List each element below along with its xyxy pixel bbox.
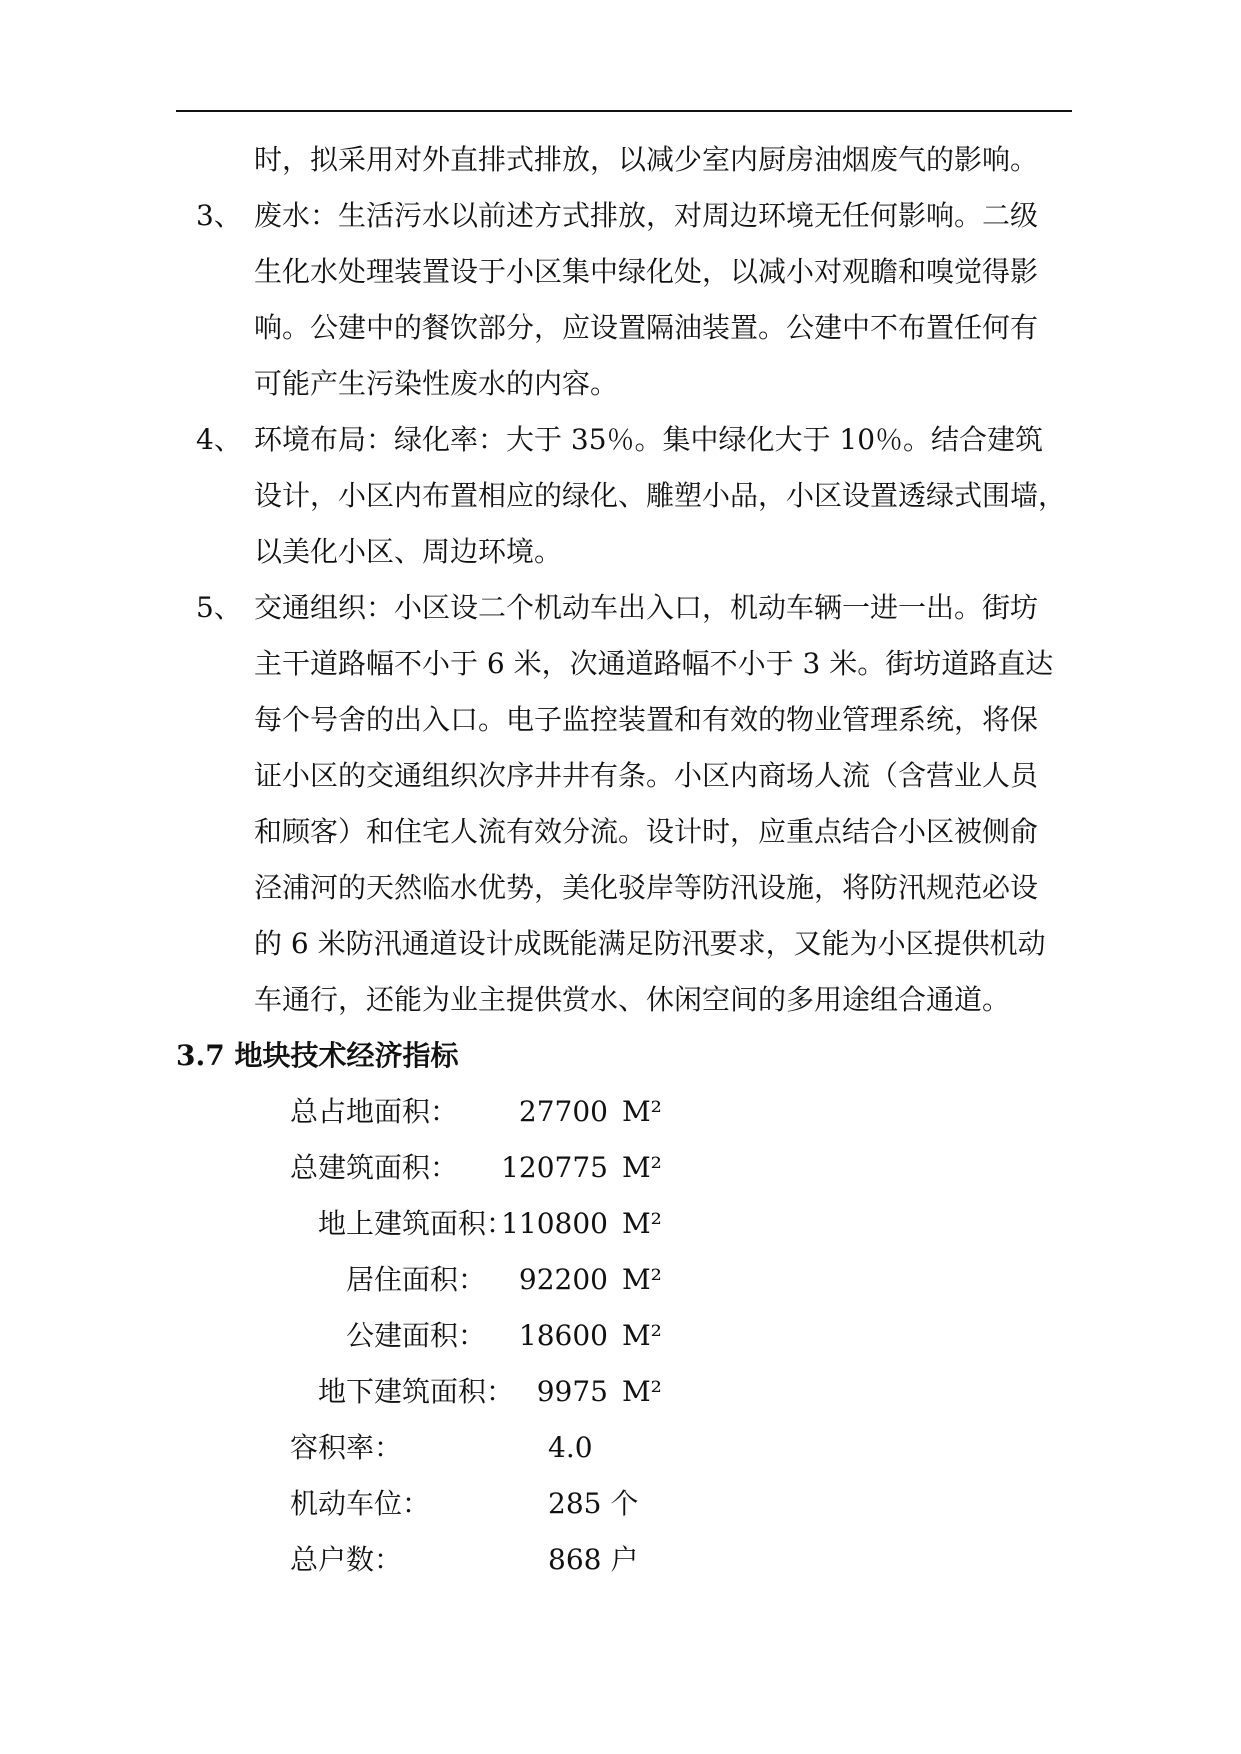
stat-label: 总户数： xyxy=(290,1543,403,1576)
item-line: 响。公建中的餐饮部分，应设置隔油装置。公建中不布置任何有 xyxy=(254,311,1039,344)
stat-value: 27700 xyxy=(518,1095,608,1128)
stat-label: 容积率： xyxy=(290,1431,403,1464)
item-number: 5、 xyxy=(196,591,242,624)
stat-value: 9975 xyxy=(536,1375,608,1408)
stat-unit: M² xyxy=(622,1319,662,1352)
stat-unit: M² xyxy=(622,1095,662,1128)
stat-label: 总占地面积： xyxy=(290,1095,459,1128)
item-line: 主干道路幅不小于 6 米，次通道路幅不小于 3 米。街坊道路直达 xyxy=(254,647,1054,680)
stat-label: 机动车位： xyxy=(290,1487,431,1520)
stat-label: 地上建筑面积： xyxy=(318,1207,515,1240)
stat-value: 285 个 xyxy=(548,1487,639,1520)
stat-label: 总建筑面积： xyxy=(290,1151,459,1184)
stat-value: 18600 xyxy=(518,1319,608,1352)
stat-label: 地下建筑面积： xyxy=(318,1375,515,1408)
stat-unit: M² xyxy=(622,1151,662,1184)
stat-unit: M² xyxy=(622,1263,662,1296)
stat-label: 公建面积： xyxy=(346,1319,487,1352)
stat-value: 110800 xyxy=(501,1207,608,1240)
stat-value: 868 户 xyxy=(548,1543,639,1576)
item-line: 设计，小区内布置相应的绿化、雕塑小品，小区设置透绿式围墙， xyxy=(254,479,1067,512)
stat-label: 居住面积： xyxy=(346,1263,487,1296)
item-line: 和顾客）和住宅人流有效分流。设计时，应重点结合小区被侧俞 xyxy=(254,815,1039,848)
item-line: 泾浦河的天然临水优势，美化驳岸等防汛设施，将防汛规范必设 xyxy=(254,871,1039,904)
item-line: 可能产生污染性废水的内容。 xyxy=(254,367,619,400)
item-number: 4、 xyxy=(196,423,242,456)
item-line: 交通组织：小区设二个机动车出入口，机动车辆一进一出。街坊 xyxy=(254,591,1039,624)
section-heading: 3.7 地块技术经济指标 xyxy=(176,1039,459,1072)
item-line: 废水：生活污水以前述方式排放，对周边环境无任何影响。二级 xyxy=(254,199,1039,232)
stat-value: 92200 xyxy=(518,1263,608,1296)
item-number: 3、 xyxy=(196,199,242,232)
item-line: 生化水处理装置设于小区集中绿化处，以减小对观瞻和嗅觉得影 xyxy=(254,255,1039,288)
item-line: 环境布局：绿化率：大于 35％。集中绿化大于 10％。结合建筑 xyxy=(254,423,1044,456)
item-line: 每个号舍的出入口。电子监控装置和有效的物业管理系统，将保 xyxy=(254,703,1039,736)
stat-unit: M² xyxy=(622,1375,662,1408)
stat-value: 120775 xyxy=(501,1151,608,1184)
stat-value: 4.0 xyxy=(548,1431,593,1464)
item-line: 的 6 米防汛通道设计成既能满足防汛要求，又能为小区提供机动 xyxy=(254,927,1046,960)
header-rule xyxy=(176,110,1072,112)
item-line: 证小区的交通组织次序井井有条。小区内商场人流（含营业人员 xyxy=(254,759,1039,792)
stat-unit: M² xyxy=(622,1207,662,1240)
item-line: 以美化小区、周边环境。 xyxy=(254,535,563,568)
continuation-line: 时，拟采用对外直排式排放，以减少室内厨房油烟废气的影响。 xyxy=(254,143,1039,176)
item-line: 车通行，还能为业主提供赏水、休闲空间的多用途组合通道。 xyxy=(254,983,1011,1016)
